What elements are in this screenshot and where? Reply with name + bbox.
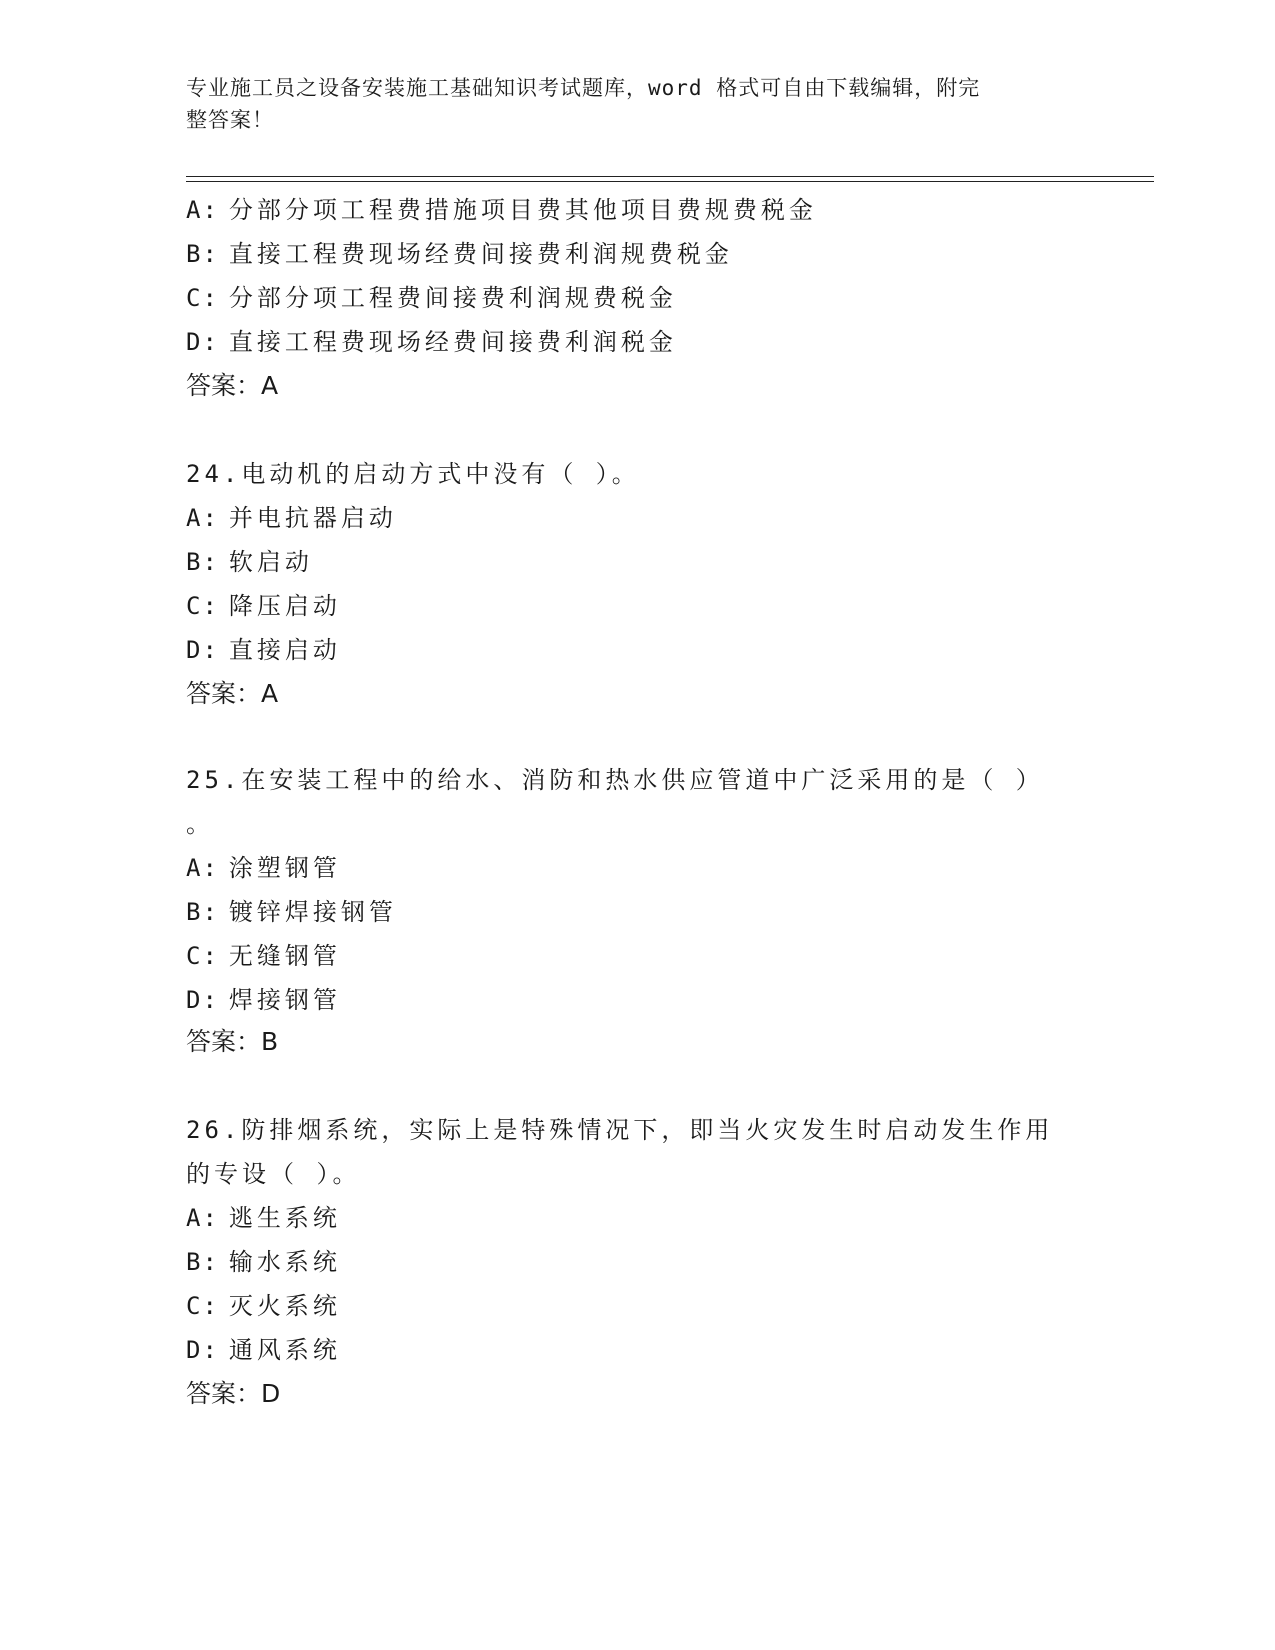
option-text: 直接工程费现场经费间接费利润规费税金 (228, 240, 733, 268)
option-text: 并电抗器启动 (228, 504, 397, 532)
option-letter: B: (186, 548, 219, 576)
q23-option-b (186, 238, 733, 270)
q25-option-c (186, 940, 341, 972)
option-text: 无缝钢管 (228, 942, 341, 970)
header-line-2: 整答案！ (186, 108, 274, 132)
q25-question-line-2: 。 (186, 810, 214, 838)
header-line-1: 专业施工员之设备安装施工基础知识考试题库，word 格式可自由下载编辑，附完 (186, 76, 981, 100)
option-text: 镀锌焊接钢管 (228, 898, 397, 926)
header-divider-bottom (186, 181, 1154, 182)
option-letter: D: (186, 986, 219, 1014)
option-text: 通风系统 (228, 1336, 341, 1364)
q23-option-d (186, 326, 677, 358)
option-text: 直接工程费现场经费间接费利润税金 (228, 328, 677, 356)
option-text: 软启动 (228, 548, 313, 576)
document-header (186, 72, 1066, 136)
option-letter: A: (186, 1204, 219, 1232)
q24-option-d (186, 634, 341, 666)
option-letter: D: (186, 328, 219, 356)
option-text: 分部分项工程费措施项目费其他项目费规费税金 (228, 196, 817, 224)
q23-option-a (186, 194, 817, 226)
option-letter: A: (186, 504, 219, 532)
option-text: 降压启动 (228, 592, 341, 620)
option-letter: C: (186, 1292, 219, 1320)
q25-option-b (186, 896, 397, 928)
option-letter: B: (186, 240, 219, 268)
option-letter: B: (186, 898, 219, 926)
q25-option-d (186, 984, 341, 1016)
option-text: 直接启动 (228, 636, 341, 664)
option-letter: B: (186, 1248, 219, 1276)
q26-answer: 答案：D (186, 1379, 281, 1408)
q24-question: 24.电动机的启动方式中没有（ ）。 (186, 460, 640, 488)
option-letter: D: (186, 1336, 219, 1364)
q26-option-c (186, 1290, 341, 1322)
q25-question-line-1: 25.在安装工程中的给水、消防和热水供应管道中广泛采用的是（ ） (186, 766, 1044, 794)
q26-option-b (186, 1246, 341, 1278)
option-text: 灭火系统 (228, 1292, 341, 1320)
option-text: 逃生系统 (228, 1204, 341, 1232)
q26-option-a (186, 1202, 341, 1234)
q24-option-c (186, 590, 341, 622)
q23-answer: 答案：A (186, 371, 279, 400)
option-letter: A: (186, 196, 219, 224)
option-letter: C: (186, 284, 219, 312)
q25-answer: 答案：B (186, 1027, 279, 1056)
q23-option-c (186, 282, 677, 314)
q24-option-a (186, 502, 397, 534)
option-letter: C: (186, 592, 219, 620)
q25-option-a (186, 852, 341, 884)
option-letter: A: (186, 854, 219, 882)
option-text: 输水系统 (228, 1248, 341, 1276)
q26-question-line-1: 26.防排烟系统，实际上是特殊情况下，即当火灾发生时启动发生作用 (186, 1116, 1054, 1144)
q26-question-line-2: 的专设（ ）。 (186, 1160, 361, 1188)
q24-answer: 答案：A (186, 679, 279, 708)
option-text: 涂塑钢管 (228, 854, 341, 882)
q24-option-b (186, 546, 313, 578)
option-letter: C: (186, 942, 219, 970)
option-text: 分部分项工程费间接费利润规费税金 (228, 284, 677, 312)
q26-option-d (186, 1334, 341, 1366)
header-divider-top (186, 176, 1154, 177)
option-letter: D: (186, 636, 219, 664)
option-text: 焊接钢管 (228, 986, 341, 1014)
